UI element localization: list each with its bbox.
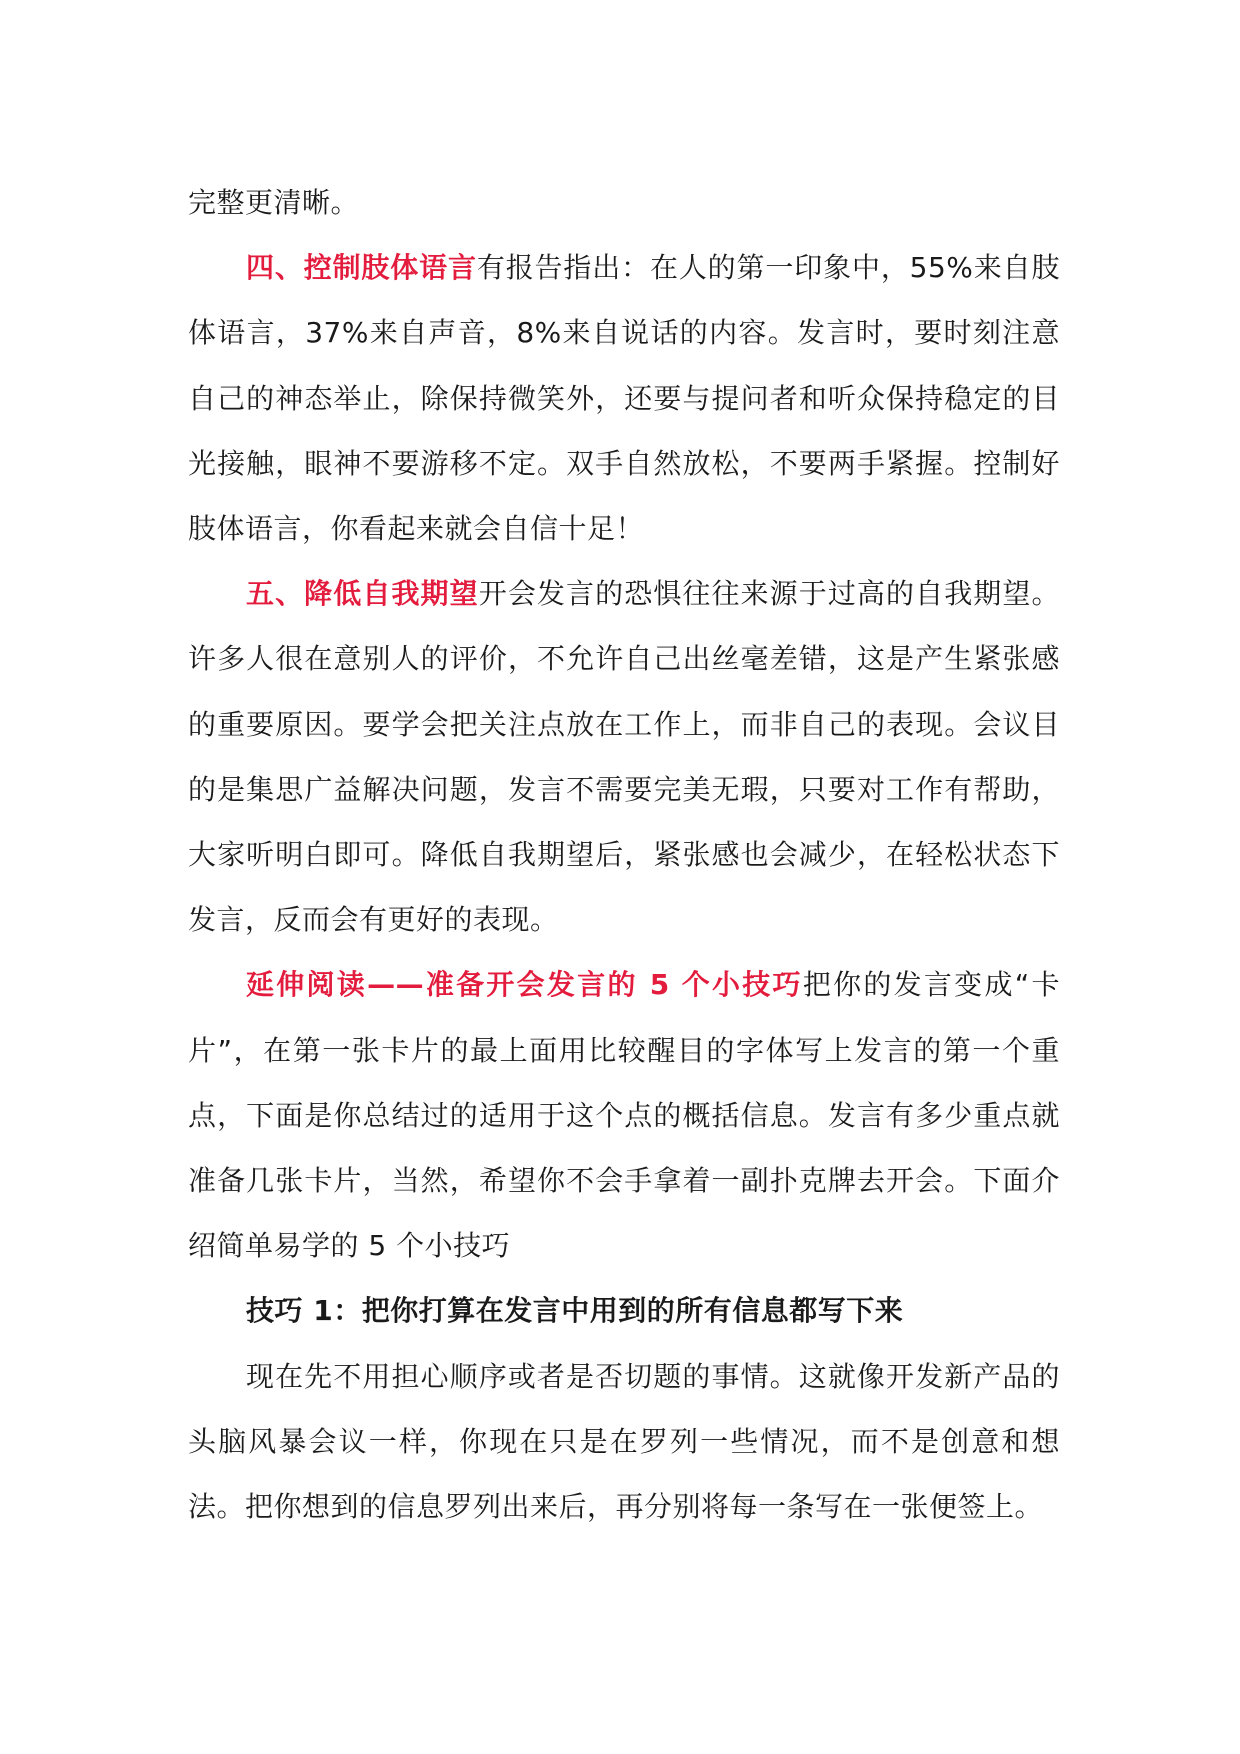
section-4-heading: 四、控制肢体语言 xyxy=(246,251,477,285)
extended-reading-body: 把你的发言变成“卡片”，在第一张卡片的最上面用比较醒目的字体写上发言的第一个重点，下面是你总结过的适用于这个点的概括信息。发言有多少重点就准备几张卡片，当然，希望你不会手拿着一副扑克牌去开会。下面介绍简单易学的 5 个小技巧 xyxy=(188,968,1060,1263)
document-page xyxy=(188,170,1060,1539)
extended-reading-paragraph xyxy=(188,952,1060,1278)
section-5-body: 开会发言的恐惧往往来源于过高的自我期望。许多人很在意别人的评价，不允许自己出丝毫差错，这是产生紧张感的重要原因。要学会把关注点放在工作上，而非自己的表现。会议目的是集思广益解决问题，发言不需要完美无瑕，只要对工作有帮助，大家听明白即可。降低自我期望后，紧张感也会减少，在轻松状态下发言，反而会有更好的表现。 xyxy=(188,577,1060,937)
tip-1-body: 现在先不用担心顺序或者是否切题的事情。这就像开发新产品的头脑风暴会议一样，你现在只是在罗列一些情况，而不是创意和想法。把你想到的信息罗列出来后，再分别将每一条写在一张便签上。 xyxy=(188,1359,1060,1524)
intro-tail-paragraph: 完整更清晰。 xyxy=(188,186,360,219)
section-5-heading: 五、降低自我期望 xyxy=(246,577,479,611)
tip-1-heading: 技巧 1：把你打算在发言中用到的所有信息都写下来 xyxy=(246,1294,904,1328)
extended-reading-heading: 延伸阅读——准备开会发言的 5 个小技巧 xyxy=(246,968,803,1002)
section-4-body: 有报告指出：在人的第一印象中，55%来自肢体语言，37%来自声音，8%来自说话的内容。发言时，要时刻注意自己的神态举止，除保持微笑外，还要与提问者和听众保持稳定的目光接触，眼神不要游移不定。双手自然放松，不要两手紧握。控制好肢体语言，你看起来就会自信十足！ xyxy=(188,251,1060,546)
section-5-paragraph xyxy=(188,561,1060,952)
section-4-paragraph xyxy=(188,235,1060,561)
